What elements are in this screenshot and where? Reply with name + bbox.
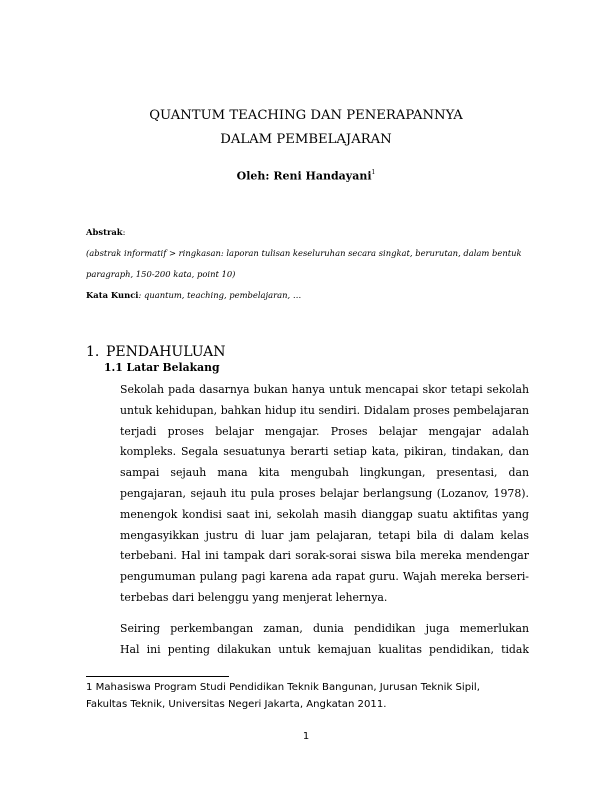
author-footnote-mark: 1 [371, 169, 376, 176]
paragraph-line: untuk kehidupan, bahkan hidup itu sendiri. Didalam proses pembelajaran [120, 403, 529, 417]
page-number: 1 [302, 731, 310, 742]
paragraph-line: pengajaran, sejauh itu pula proses belajar berlangsung (Lozanov, 1978). [120, 486, 529, 500]
abstract-label [86, 227, 125, 238]
paragraph-line: Seiring perkembangan zaman, dunia pendidikan juga memerlukan [120, 622, 529, 635]
author-line [0, 167, 612, 184]
footnote-text-1: Mahasiswa Program Studi Pendidikan Teknik Bangunan, Jurusan Teknik Sipil, [95, 682, 480, 693]
paragraph-line: sampai sejauh mana kita mengubah lingkungan, presentasi, dan [120, 466, 529, 480]
paragraph-line: terbebani. Hal ini tampak dari sorak-sorai siswa bila mereka mendengar [120, 549, 529, 563]
keywords-line [86, 290, 301, 301]
footnote [86, 680, 526, 713]
paper-title-line-1: QUANTUM TEACHING DAN PENERAPANNYA [149, 108, 463, 123]
footnote-number: 1 [86, 682, 93, 693]
section-heading [86, 344, 226, 360]
section-title: PENDAHULUAN [106, 344, 226, 360]
footnote-separator [86, 676, 229, 677]
paragraph-2 [120, 619, 529, 661]
keywords-label: Kata Kunci [86, 290, 139, 300]
paragraph-line: menengok kondisi saat ini, sekolah masih dianggap suatu aktifitas yang [120, 507, 529, 521]
abstract-text: (abstrak informatif > ringkasan: laporan tulisan keseluruhan secara singkat, berurutan, dalam bentuk paragraph, 150-200 kata, point 10) [86, 248, 522, 279]
abstract-colon: : [122, 227, 126, 237]
paragraph-1 [120, 380, 529, 609]
footnote-line-1 [86, 680, 526, 697]
footnote-text-2: Fakultas Teknik, Universitas Negeri Jakarta, Angkatan 2011. [86, 698, 387, 710]
paragraph-line: kompleks. Segala sesuatunya berarti setiap kata, pikiran, tindakan, dan [120, 445, 529, 459]
paragraph-line: terbebas dari belenggu yang menjerat lehernya. [120, 590, 388, 604]
author-name: Oleh: Reni Handayani [236, 169, 372, 183]
section-number: 1. [86, 344, 100, 360]
paper-title-line-2: DALAM PEMBELAJARAN [220, 132, 392, 147]
abstract-label-text: Abstrak [86, 227, 123, 237]
paragraph-line: pengumuman pulang pagi karena ada rapat guru. Wajah mereka berseri- [120, 570, 529, 584]
paragraph-line: terjadi proses belajar mengajar. Proses belajar mengajar adalah [120, 424, 529, 438]
keywords-text: : quantum, teaching, pembelajaran, … [138, 290, 302, 300]
paragraph-line: Sekolah pada dasarnya bukan hanya untuk mencapai skor tetapi sekolah [120, 383, 529, 396]
subsection-heading: 1.1 Latar Belakang [104, 361, 220, 374]
paragraph-line: Hal ini penting dilakukan untuk kemajuan kualitas pendidikan, tidak [120, 642, 529, 656]
paragraph-line: mengasyikkan justru di luar jam pelajaran, tetapi bila di dalam kelas [120, 528, 529, 542]
